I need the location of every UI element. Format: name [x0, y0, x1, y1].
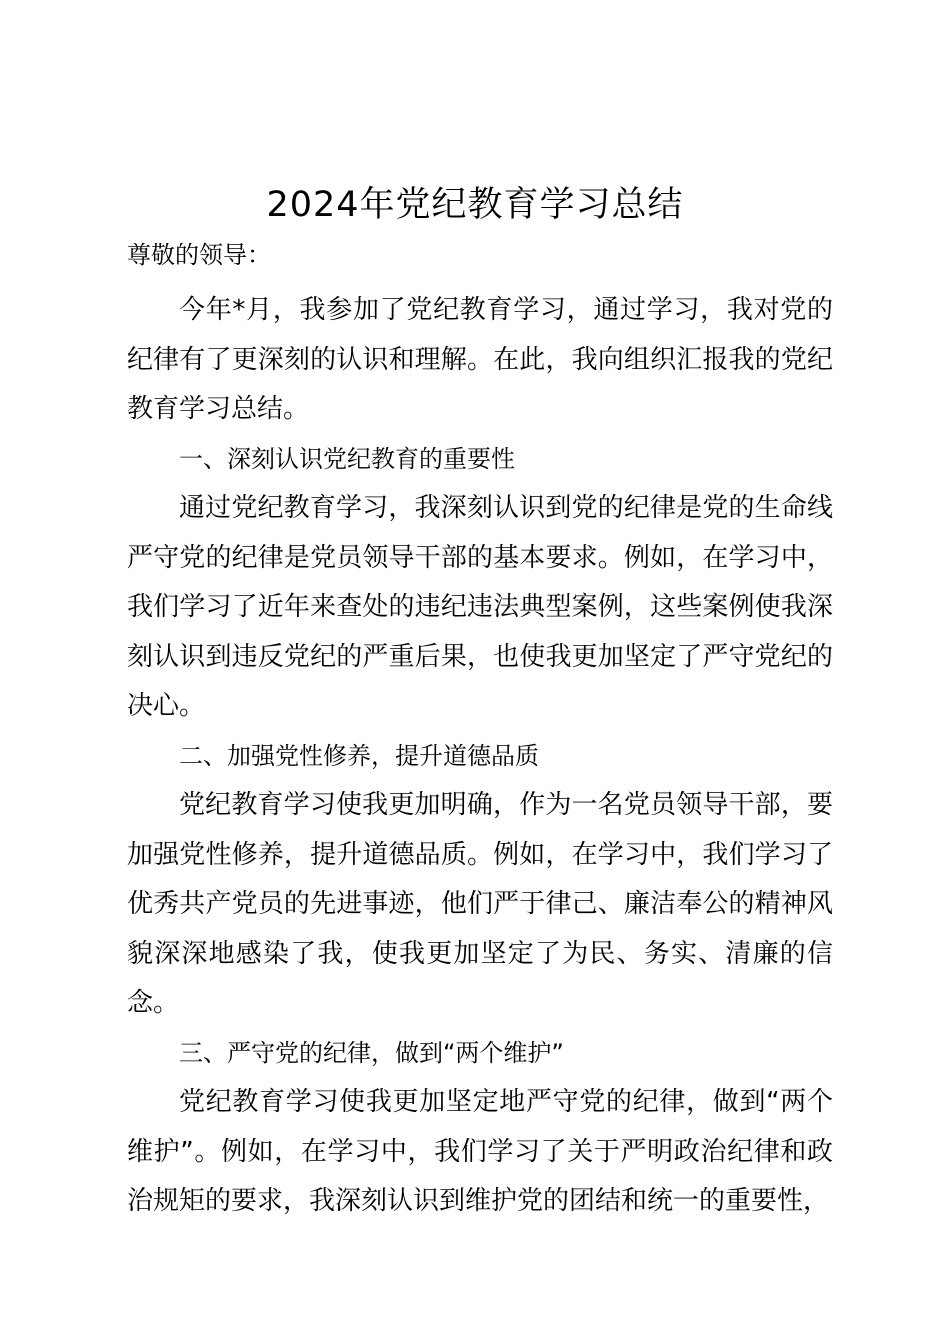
section-3-paragraph: 党纪教育学习使我更加坚定地严守党的纪律，做到“两个维护”。例如，在学习中，我们学习了关于严明政治纪律和政治规矩的要求，我深刻认识到维护党的团结和统一的重要性，	[127, 1087, 833, 1216]
section-1-paragraph: 通过党纪教育学习，我深刻认识到党的纪律是党的生命线严守党的纪律是党员领导干部的基本要求。例如，在学习中，我们学习了近年来查处的违纪违法典型案例，这些案例使我深刻认识到违反党纪的严重后果，也使我更加坚定了严守党纪的决心。	[127, 493, 833, 721]
document-title: 2024年党纪教育学习总结	[266, 185, 684, 225]
intro-paragraph: 今年*月，我参加了党纪教育学习，通过学习，我对党的纪律有了更深刻的认识和理解。在此，我向组织汇报我的党纪教育学习总结。	[127, 295, 833, 424]
section-2-paragraph: 党纪教育学习使我更加明确，作为一名党员领导干部，要加强党性修养，提升道德品质。例如，在学习中，我们学习了优秀共产党员的先进事迹，他们严于律己、廉洁奉公的精神风貌深深地感染了我，使我更加坚定了为民、务实、清廉的信念。	[127, 790, 833, 1018]
salutation: 尊敬的领导：	[127, 241, 271, 269]
section-2-heading: 二、加强党性修养，提升道德品质	[179, 741, 539, 770]
section-3-heading: 三、严守党的纪律，做到“两个维护”	[179, 1038, 564, 1067]
section-1-heading: 一、深刻认识党纪教育的重要性	[179, 444, 515, 473]
document-body	[127, 286, 833, 1227]
